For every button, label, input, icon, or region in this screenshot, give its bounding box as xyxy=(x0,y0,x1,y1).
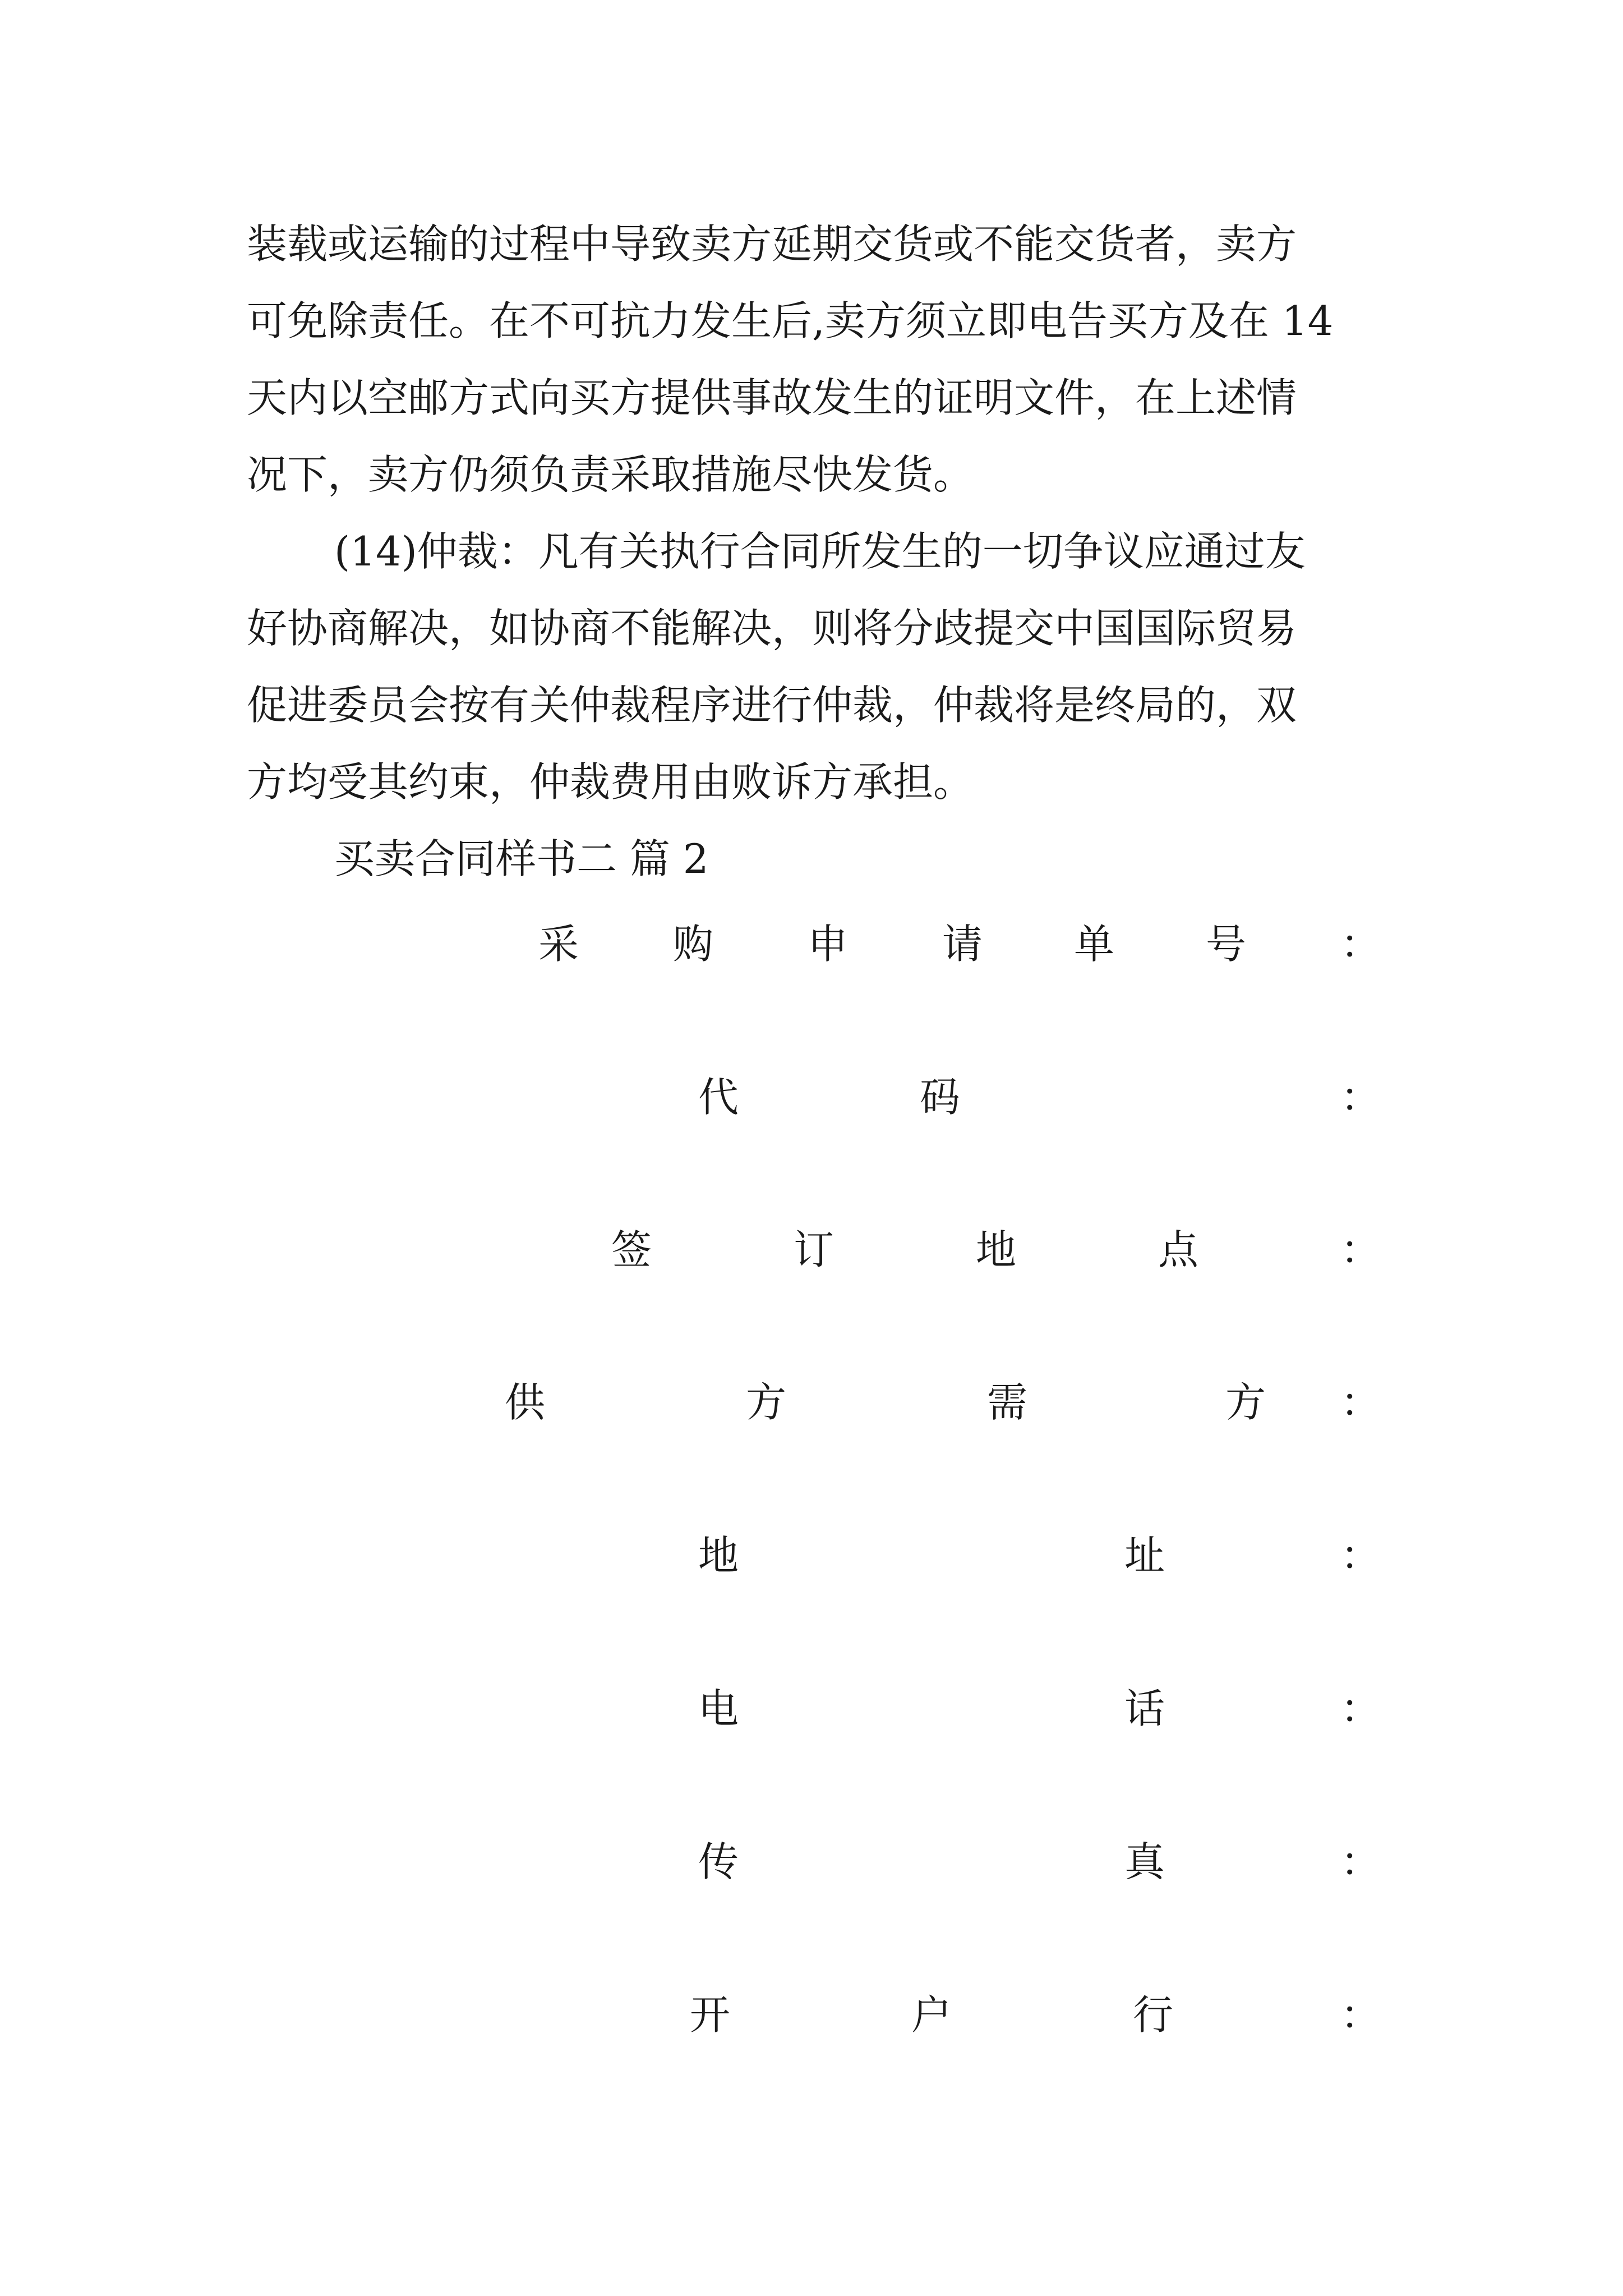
form-field-2-char-1: 代 xyxy=(698,1074,739,1121)
paragraph-1-line-3: 天内以空邮方式向买方提供事故发生的证明文件，在上述情 xyxy=(247,374,1297,421)
paragraph-1-line-2: 可免除责任。在不可抗力发生后,卖方须立即电告买方及在 14 xyxy=(247,297,1334,344)
form-field-3-char-1: 签 xyxy=(611,1226,652,1273)
form-field-1-char-2: 购 xyxy=(673,921,714,968)
form-field-5-colon: ： xyxy=(1340,1532,1381,1579)
form-field-6-colon: ： xyxy=(1340,1685,1381,1732)
section-title: 买卖合同样书二 篇 2 xyxy=(334,835,709,882)
form-field-1-char-4: 请 xyxy=(942,921,983,968)
form-field-1-char-5: 单 xyxy=(1074,921,1115,968)
form-field-5-char-2: 址 xyxy=(1124,1532,1165,1579)
form-field-7-colon: ： xyxy=(1340,1838,1381,1885)
form-field-4-char-1: 供 xyxy=(505,1379,546,1426)
form-field-4-colon: ： xyxy=(1340,1379,1381,1426)
form-field-5-char-1: 地 xyxy=(698,1532,739,1579)
form-field-8-colon: ： xyxy=(1340,1991,1381,2039)
form-field-6-char-2: 话 xyxy=(1124,1685,1165,1732)
paragraph-2-line-2: 好协商解决，如协商不能解决，则将分歧提交中国国际贸易 xyxy=(247,605,1297,652)
form-field-3-char-4: 点 xyxy=(1158,1226,1199,1273)
paragraph-1-line-1: 装载或运输的过程中导致卖方延期交货或不能交货者，卖方 xyxy=(247,220,1297,268)
form-field-2-colon: ： xyxy=(1340,1074,1381,1121)
form-field-3-char-2: 订 xyxy=(794,1226,834,1273)
form-field-4-char-2: 方 xyxy=(746,1379,787,1426)
form-field-4-char-4: 方 xyxy=(1225,1379,1266,1426)
form-field-1-char-3: 申 xyxy=(808,921,849,968)
form-field-8-char-3: 行 xyxy=(1133,1991,1174,2039)
paragraph-2-line-3: 促进委员会按有关仲裁程序进行仲裁，仲裁将是终局的，双 xyxy=(247,682,1297,729)
paragraph-2-line-1: (14)仲裁：凡有关执行合同所发生的一切争议应通过友 xyxy=(334,528,1306,575)
form-field-1-colon: ： xyxy=(1340,921,1381,968)
paragraph-2-line-4: 方均受其约束，仲裁费用由败诉方承担。 xyxy=(247,758,974,806)
form-field-4-char-3: 需 xyxy=(987,1379,1028,1426)
form-field-2-char-2: 码 xyxy=(920,1074,961,1121)
form-field-8-char-2: 户 xyxy=(911,1991,952,2039)
form-field-1-char-6: 号 xyxy=(1206,921,1247,968)
form-field-7-char-2: 真 xyxy=(1124,1838,1165,1885)
form-field-3-colon: ： xyxy=(1340,1226,1381,1273)
form-field-3-char-3: 地 xyxy=(976,1226,1017,1273)
form-field-7-char-1: 传 xyxy=(698,1838,739,1885)
form-field-6-char-1: 电 xyxy=(698,1685,739,1732)
form-field-1-char-1: 采 xyxy=(538,921,579,968)
paragraph-1-line-4: 况下，卖方仍须负责采取措施尽快发货。 xyxy=(247,451,974,498)
form-field-8-char-1: 开 xyxy=(690,1991,731,2039)
